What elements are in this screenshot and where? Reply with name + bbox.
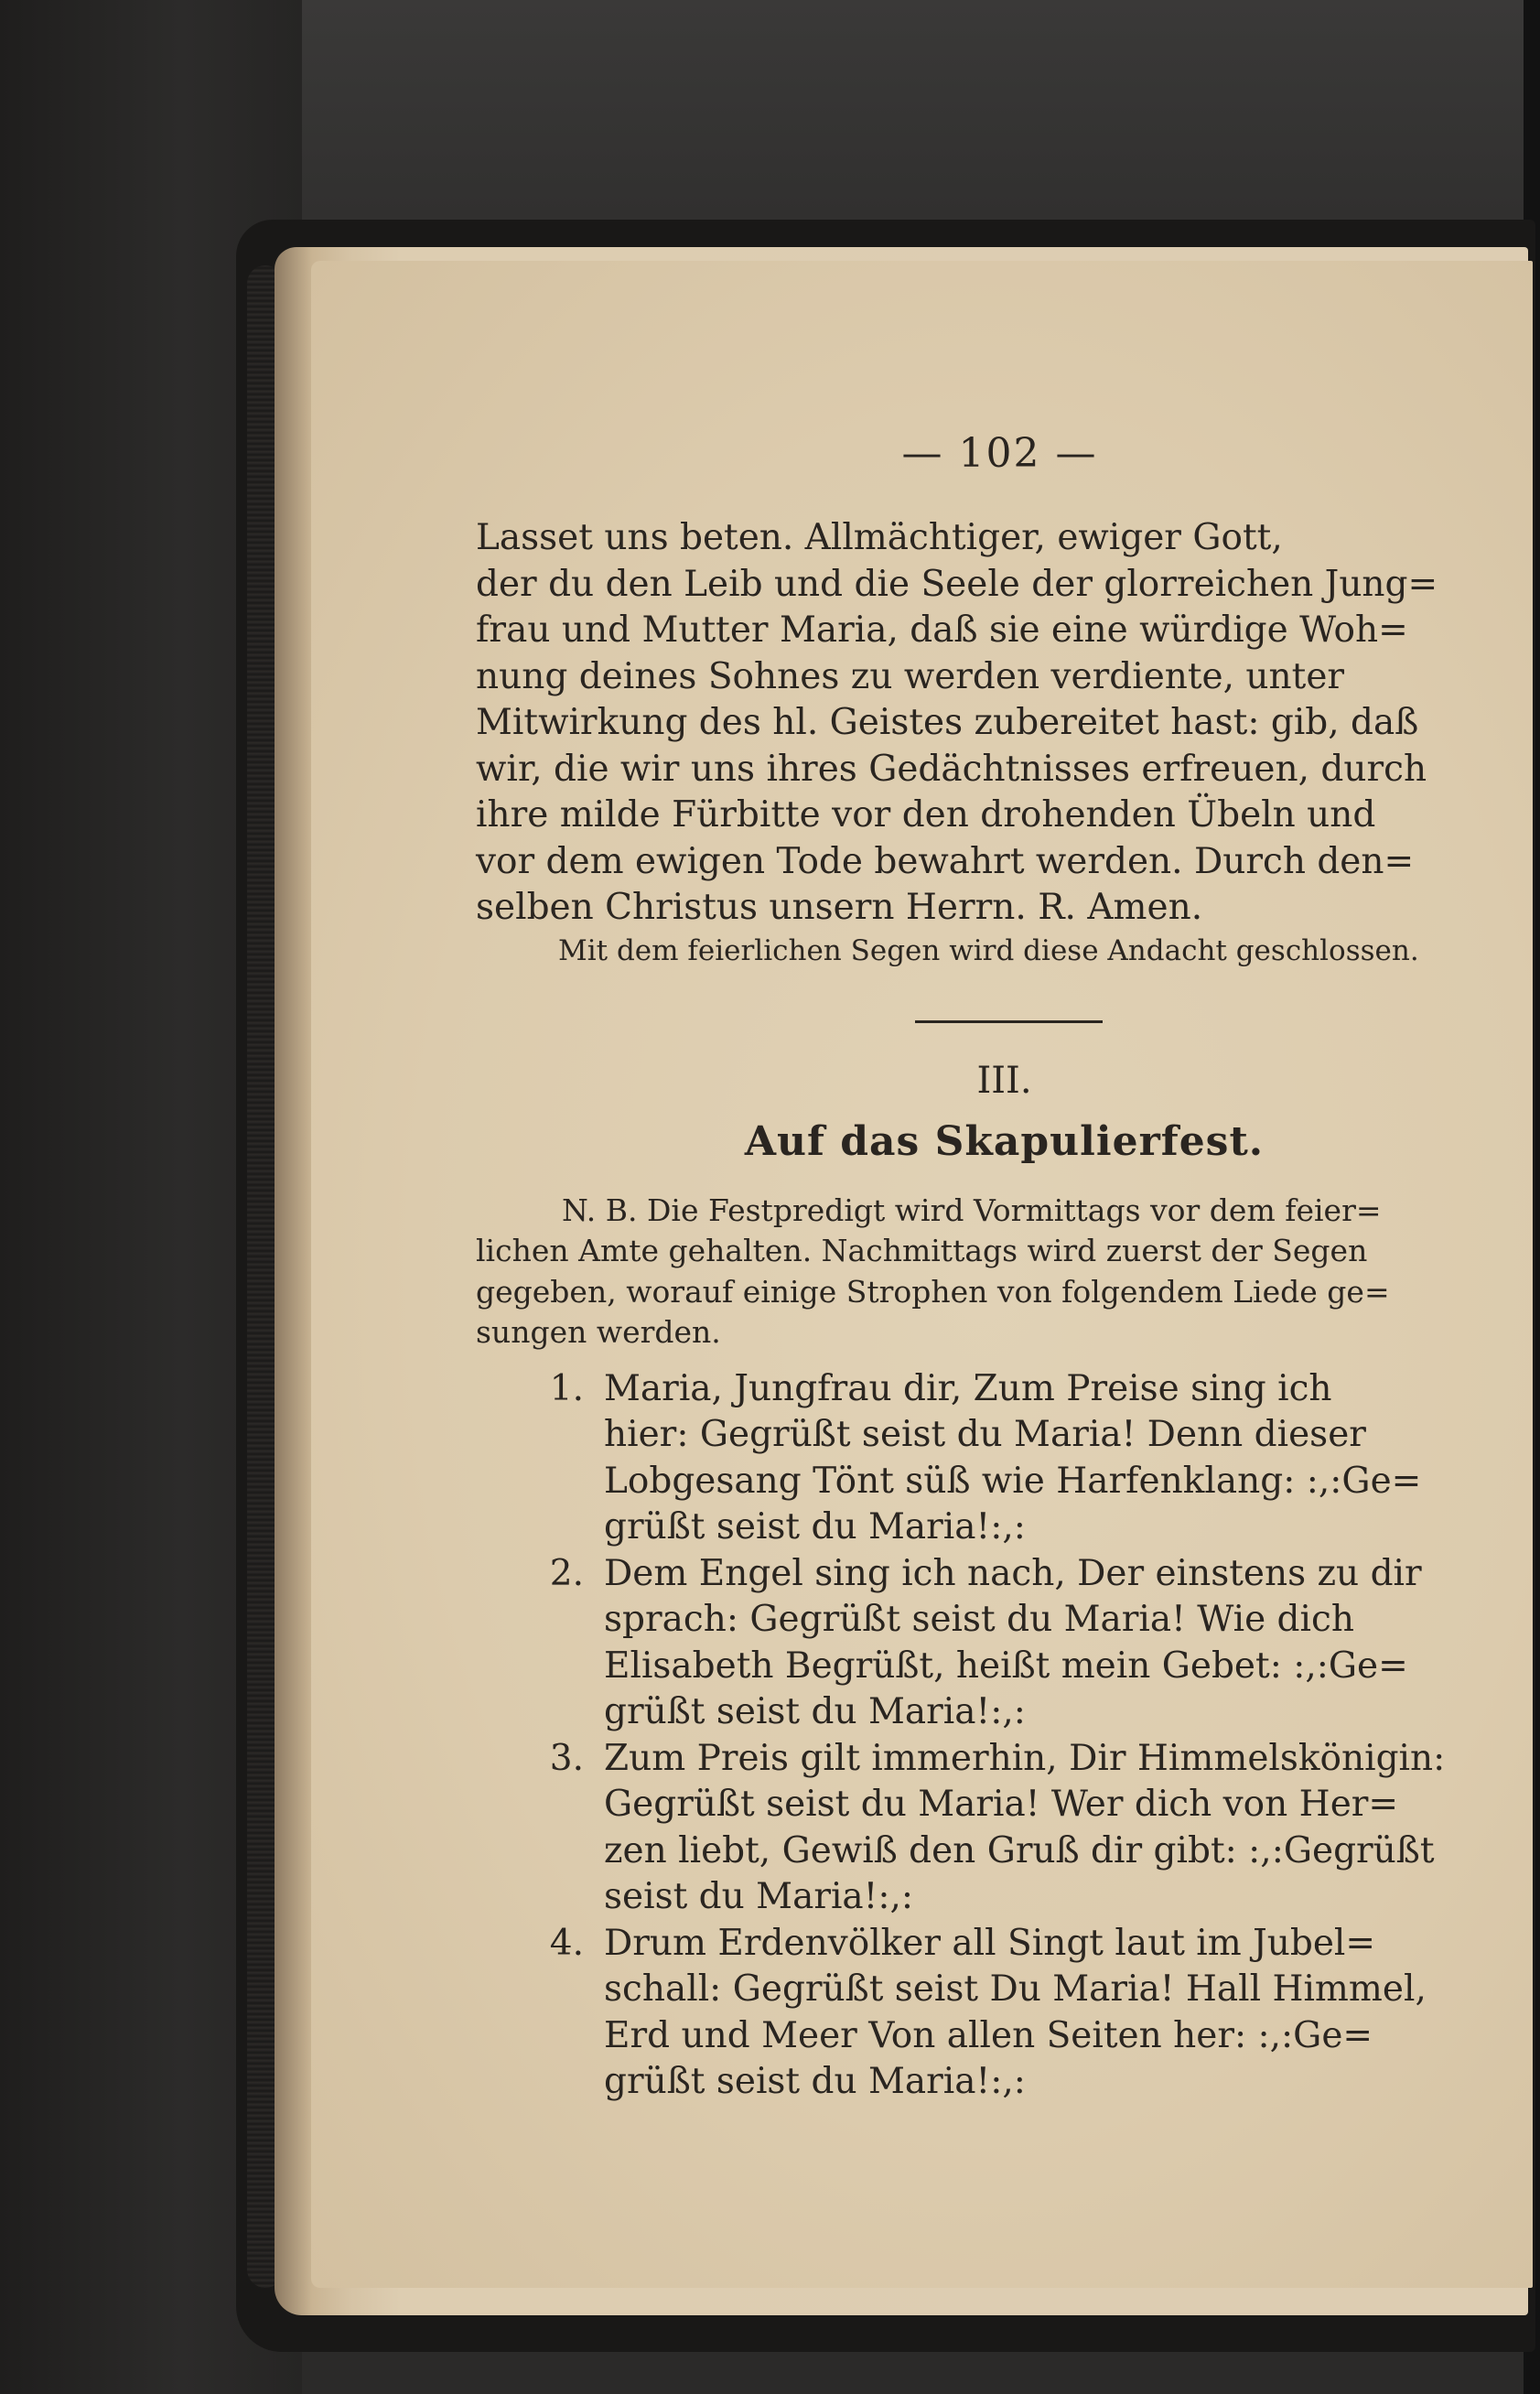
verse-line: Elisabeth Begrüßt, heißt mein Gebet: :,:Ge= xyxy=(604,1645,1408,1687)
verse-text xyxy=(604,1921,1487,2106)
verse-line: Zum Preis gilt immerhin, Dir Himmelskönigin: xyxy=(604,1737,1446,1779)
prayer-line: der du den Leib und die Seele der glorreichen Jung= xyxy=(476,563,1438,605)
prayer-line: vor dem ewigen Tode bewahrt werden. Durch den= xyxy=(476,840,1415,882)
nb-note xyxy=(476,1191,1487,1353)
verse-line: grüßt seist du Maria!:,: xyxy=(604,1691,1026,1732)
verse-text xyxy=(604,1551,1487,1736)
prayer-line: wir, die wir uns ihres Gedächtnisses erfreuen, durch xyxy=(476,748,1427,790)
verse-number: 1. xyxy=(549,1367,584,1409)
verse-line: Dem Engel sing ich nach, Der einstens zu dir xyxy=(604,1552,1422,1594)
verse-text xyxy=(604,1736,1487,1921)
verse-text xyxy=(604,1366,1487,1551)
hymn-verses xyxy=(476,1366,1487,2106)
prayer-line: Mitwirkung des hl. Geistes zubereitet hast: gib, daß xyxy=(476,702,1419,743)
prayer-line: Lasset uns beten. Allmächtiger, ewiger Gott, xyxy=(476,517,1283,558)
note-line: lichen Amte gehalten. Nachmittags wird zuerst der Segen xyxy=(476,1233,1368,1268)
section-title: Auf das Skapulierfest. xyxy=(744,1117,1265,1165)
note-line: gegeben, worauf einige Strophen von folgendem Liede ge= xyxy=(476,1273,1390,1310)
section-divider xyxy=(915,1020,1103,1023)
prayer-line: ihre milde Fürbitte vor den drohenden Übeln und xyxy=(476,794,1376,836)
prayer-line: selben Christus unsern Herrn. R. Amen. xyxy=(476,887,1203,928)
verse-line: Drum Erdenvölker all Singt laut im Jubel= xyxy=(604,1922,1376,1964)
prayer-paragraph xyxy=(476,515,1487,932)
verse-line: sprach: Gegrüßt seist du Maria! Wie dich xyxy=(604,1599,1354,1640)
page-number: — 102 — xyxy=(901,430,1098,477)
verse-line: zen liebt, Gewiß den Gruß dir gibt: :,:Gegrüßt xyxy=(604,1829,1435,1871)
verse-number: 3. xyxy=(549,1737,584,1779)
verse-1 xyxy=(476,1366,1487,1551)
verse-line: grüßt seist du Maria!:,: xyxy=(604,2061,1026,2102)
verse-line: Erd und Meer Von allen Seiten her: :,:Ge= xyxy=(604,2014,1373,2056)
verse-4 xyxy=(476,1921,1487,2106)
verse-number: 4. xyxy=(549,1922,584,1964)
note-line: sungen werden. xyxy=(476,1314,721,1350)
closing-note: Mit dem feierlichen Segen wird diese Andacht geschlossen. xyxy=(558,933,1419,967)
verse-line: Gegrüßt seist du Maria! Wer dich von Her= xyxy=(604,1784,1399,1825)
verse-number: 2. xyxy=(549,1552,584,1594)
section-number: III. xyxy=(976,1059,1032,1102)
prayer-line: frau und Mutter Maria, daß sie eine würdige Woh= xyxy=(476,609,1408,651)
verse-line: hier: Gegrüßt seist du Maria! Denn dieser xyxy=(604,1414,1366,1455)
verse-line: grüßt seist du Maria!:,: xyxy=(604,1506,1026,1547)
note-line: N. B. Die Festpredigt wird Vormittags vor dem feier= xyxy=(562,1192,1382,1228)
page-content xyxy=(476,430,1487,2106)
prayer-line: nung deines Sohnes zu werden verdiente, unter xyxy=(476,655,1345,697)
verse-2 xyxy=(476,1551,1487,1736)
verse-line: Lobgesang Tönt süß wie Harfenklang: :,:Ge= xyxy=(604,1460,1422,1502)
verse-line: Maria, Jungfrau dir, Zum Preise sing ich xyxy=(604,1367,1332,1409)
verse-3 xyxy=(476,1736,1487,1921)
verse-line: seist du Maria!:,: xyxy=(604,1876,914,1917)
verse-line: schall: Gegrüßt seist Du Maria! Hall Himmel, xyxy=(604,1968,1427,2010)
